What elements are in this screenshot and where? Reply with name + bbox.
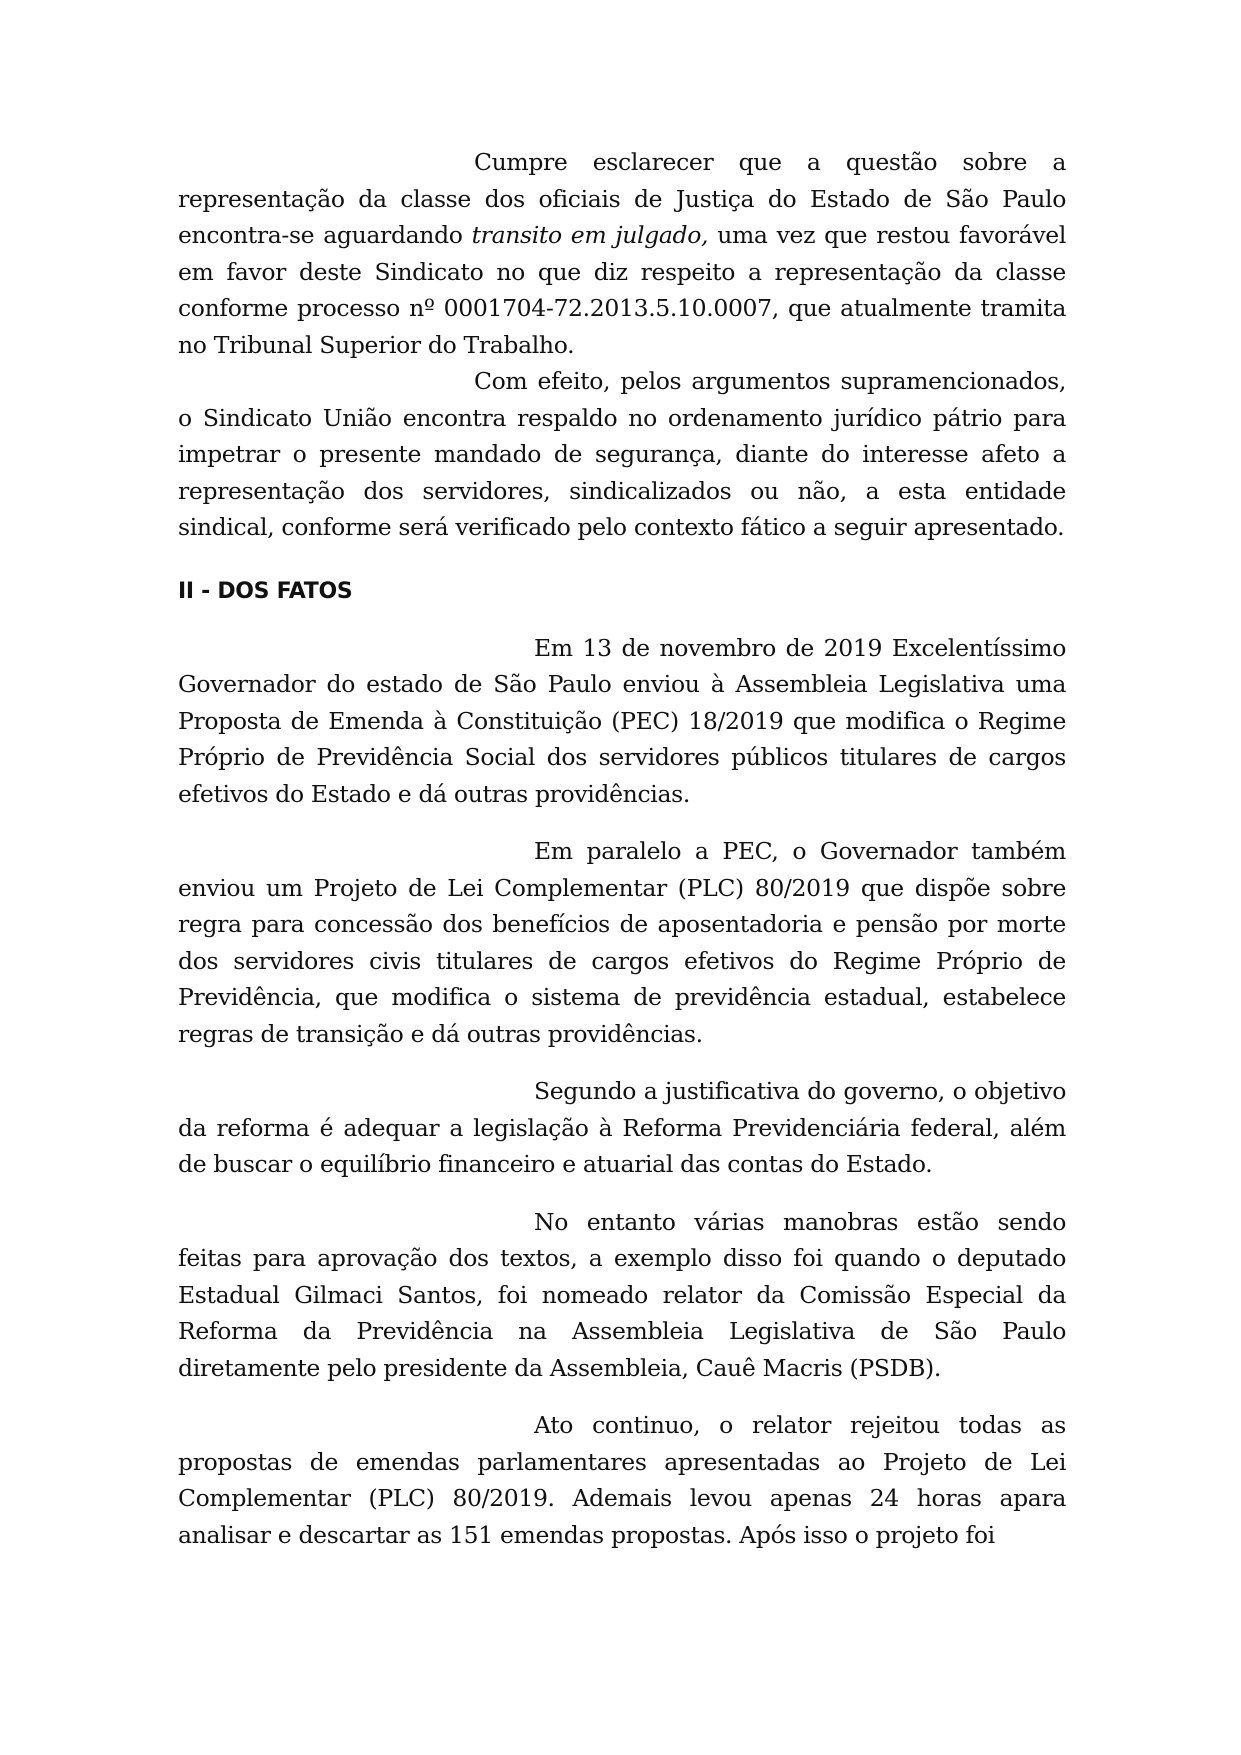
paragraph-fact-5: Ato continuo, o relator rejeitou todas as propostas de emendas parlamentares apresentadas ao Projeto de Lei Complementar (PLC) 80/2019. Ademais levou apenas 24 horas apara analisar e descartar as 151 emendas propostas. Após isso o projeto foi [178,1411,1066,1549]
paragraph-text: Cumpre esclarecer que a questão sobre a representação da classe dos oficiais de Justiça do Estado de São Paulo encontra-se aguardando [178,148,1066,249]
paragraph-fact-2: Em paralelo a PEC, o Governador também enviou um Projeto de Lei Complementar (PLC) 80/2019 que dispõe sobre regra para concessão dos benefícios de aposentadoria e pensão por morte dos servidores civis titulares de cargos efetivos do Regime Próprio de Previdência, que modifica o sistema de previdência estadual, estabelece regras de transição e dá outras providências. [178,837,1066,1048]
paragraph-text: uma vez que restou favorável em favor deste Sindicato no que diz respeito a representação da classe conforme processo nº 0001704-72.2013.5.10.0007, que atualmente tramita no Tribunal Superior do Trabalho. [178,221,1066,359]
paragraph-fact-1: Em 13 de novembro de 2019 Excelentíssimo Governador do estado de São Paulo enviou à Assembleia Legislativa uma Proposta de Emenda à Constituição (PEC) 18/2019 que modifica o Regime Próprio de Previdência Social dos servidores públicos titulares de cargos efetivos do Estado e dá outras providências. [178,633,1066,808]
italic-term: transito em julgado, [471,221,709,249]
document-body [178,144,1066,1553]
paragraph-fact-4: No entanto várias manobras estão sendo feitas para aprovação dos textos, a exemplo disso foi quando o deputado Estadual Gilmaci Santos, foi nomeado relator da Comissão Especial da Reforma da Previdência na Assembleia Legislativa de São Paulo diretamente pelo presidente da Assembleia, Cauê Macris (PSDB). [178,1207,1066,1382]
paragraph-transito-em-julgado [178,144,1066,363]
section-heading: II - DOS FATOS [178,578,353,604]
paragraph-fact-3: Segundo a justificativa do governo, o objetivo da reforma é adequar a legislação à Reforma Previdenciária federal, além de buscar o equilíbrio financeiro e atuarial das contas do Estado. [178,1077,1066,1178]
paragraph-com-efeito: Com efeito, pelos argumentos supramencionados, o Sindicato União encontra respaldo no ordenamento jurídico pátrio para impetrar o presente mandado de segurança, diante do interesse afeto a representação dos servidores, sindicalizados ou não, a esta entidade sindical, conforme será verificado pelo contexto fático a seguir apresentado. [178,367,1066,541]
